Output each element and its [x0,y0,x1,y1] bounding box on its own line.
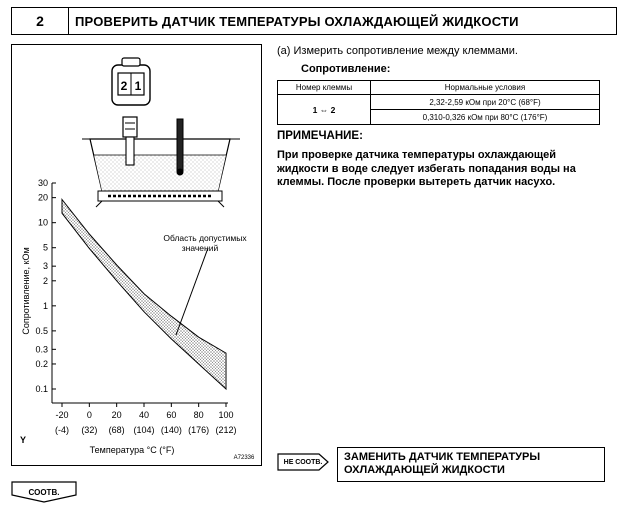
y-tick-label: 5 [42,242,48,253]
table-condition-20c: 2,32-2,59 кОм при 20°C (68°F) [371,95,600,110]
x-tick-label: 80 [193,410,204,420]
y-axis-label: Сопротивление, кОм [21,247,31,335]
y-tick-label: 20 [37,192,48,203]
replace-sensor-action [337,447,605,482]
x-tick-label: 0 [86,410,92,420]
ng-button[interactable] [277,453,329,471]
x-axis-label: Температура °C (°F) [89,445,175,455]
x-tick-label: 60 [166,410,177,420]
corner-mark: Y [20,435,27,445]
instruction-item: (a) Измерить сопротивление между клеммами. [277,45,518,57]
y-tick-label: 2 [42,275,48,286]
step-title: ПРОВЕРИТЬ ДАТЧИК ТЕМПЕРАТУРЫ ОХЛАЖДАЮЩЕЙ ЖИДКОСТИ [69,7,617,35]
sensor-figure [11,44,262,466]
region-pointer-line [176,248,208,335]
action-text-line2: ОХЛАЖДАЮЩЕЙ ЖИДКОСТИ [344,464,505,476]
region-label-line2: значений [181,243,219,253]
resistance-label: Сопротивление: [301,63,391,75]
connector-icon [112,58,150,105]
tolerance-band [62,200,226,390]
ok-button-label: СООТВ. [28,487,60,497]
x-tick-label-f: (140) [160,425,182,435]
x-tick-label: 20 [111,410,122,420]
water-bath-icon [82,139,240,207]
y-tick-label: 1 [42,300,48,311]
x-tick-label-f: (68) [108,425,125,435]
y-tick-label: 30 [37,178,48,188]
x-tick-label-f: (32) [81,425,98,435]
sensor-diagram [12,45,261,465]
x-tick-label-f: (176) [188,425,210,435]
action-text-line1: ЗАМЕНИТЬ ДАТЧИК ТЕМПЕРАТУРЫ [344,451,541,463]
chart-area [35,178,236,435]
y-tick-label: 0.2 [35,358,48,369]
step-number: 2 [11,7,69,35]
x-tick-label-f: (212) [215,425,237,435]
x-tick-label: -20 [55,410,69,420]
x-tick-label-f: (104) [133,425,155,435]
connector-pin-1: 1 [134,79,142,93]
y-tick-label: 3 [42,261,48,272]
x-tick-label: 100 [218,410,234,420]
table-header-terminal: Номер клеммы [278,81,371,95]
table-header-conditions: Нормальные условия [371,81,600,95]
connector-pin-2: 2 [120,79,128,93]
region-label-line1: Область допустимых [163,233,247,243]
note-heading: ПРИМЕЧАНИЕ: [277,130,363,142]
note-body: При проверке датчика температуры охлаждающей жидкости в воде следует избегать попадания воды на клеммы. После проверки вытереть датчик насухо. [277,149,576,188]
figure-code: A72336 [233,455,255,461]
y-tick-label: 0.3 [35,344,48,355]
y-tick-label: 10 [37,217,48,228]
y-tick-label: 0.5 [35,325,48,336]
y-tick-label: 0.1 [35,384,48,394]
table-condition-80c: 0,310-0,326 кОм при 80°C (176°F) [371,110,600,125]
table-terminal-cell: 1 ⇔ 2 [278,95,371,125]
ng-button-label: НЕ СООТВ. [283,458,323,466]
x-tick-label: 40 [138,410,150,420]
spec-table [277,80,600,125]
ok-button[interactable] [11,481,77,503]
thermometer-icon [177,119,184,176]
x-tick-label-f: (-4) [55,425,69,435]
